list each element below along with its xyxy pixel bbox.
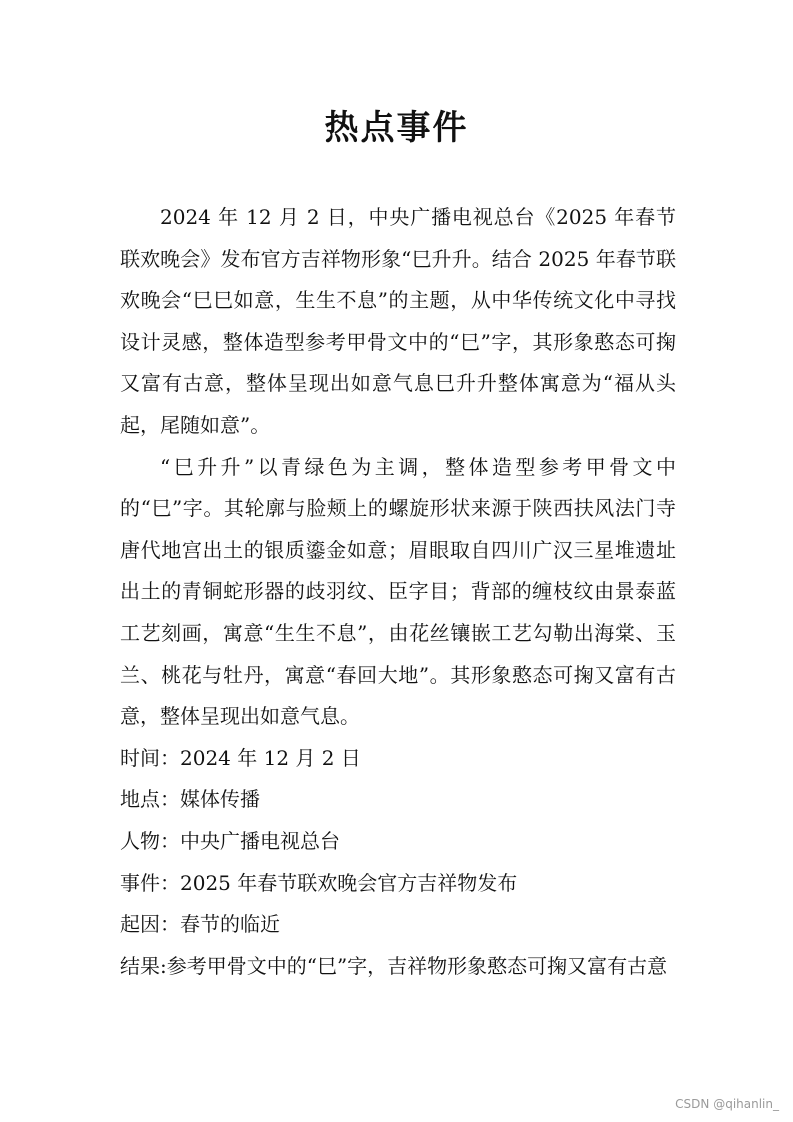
page-title: 热点事件 (324, 108, 469, 148)
field-people: 人物：中央广播电视总台 (120, 828, 340, 853)
field-event: 事件：2025 年春节联欢晚会官方吉祥物发布 (120, 870, 518, 895)
field-place: 地点：媒体传播 (120, 787, 260, 812)
document-body (120, 197, 676, 987)
paragraph-mascot-description: “巳升升”以青绿色为主调，整体造型参考甲骨文中的“巳”字。其轮廓与脸颊上的螺旋形状来源于陕西扶风法门寺唐代地宫出土的银质鎏金如意；眉眼取自四川广汉三星堆遗址出土的青铜蛇形器的歧羽纹、臣字目；背部的缠枝纹由景泰蓝工艺刻画，寓意“生生不息”，由花丝镶嵌工艺勾勒出海棠、玉兰、桃花与牡丹，寓意“春回大地”。其形象憨态可掬又富有古意，整体呈现出如意气息。 (120, 454, 676, 729)
field-result: 结果:参考甲骨文中的“巳”字，吉祥物形象憨态可掬又富有古意 (120, 953, 668, 978)
field-time: 时间：2024 年 12 月 2 日 (120, 745, 361, 770)
paragraph-intro: 2024 年 12 月 2 日，中央广播电视总台《2025 年春节联欢晚会》发布官方吉祥物形象“巳升升。结合 2025 年春节联欢晚会“巳巳如意，生生不息”的主题，从中华传统文化中寻找设计灵感，整体造型参考甲骨文中的“巳”字，其形象憨态可掬又富有古意，整体呈现出如意气息巳升升整体寓意为“福从头起，尾随如意”。 (120, 205, 676, 437)
watermark: CSDN @qihanlin_ (675, 1097, 779, 1111)
field-cause: 起因：春节的临近 (120, 912, 280, 937)
